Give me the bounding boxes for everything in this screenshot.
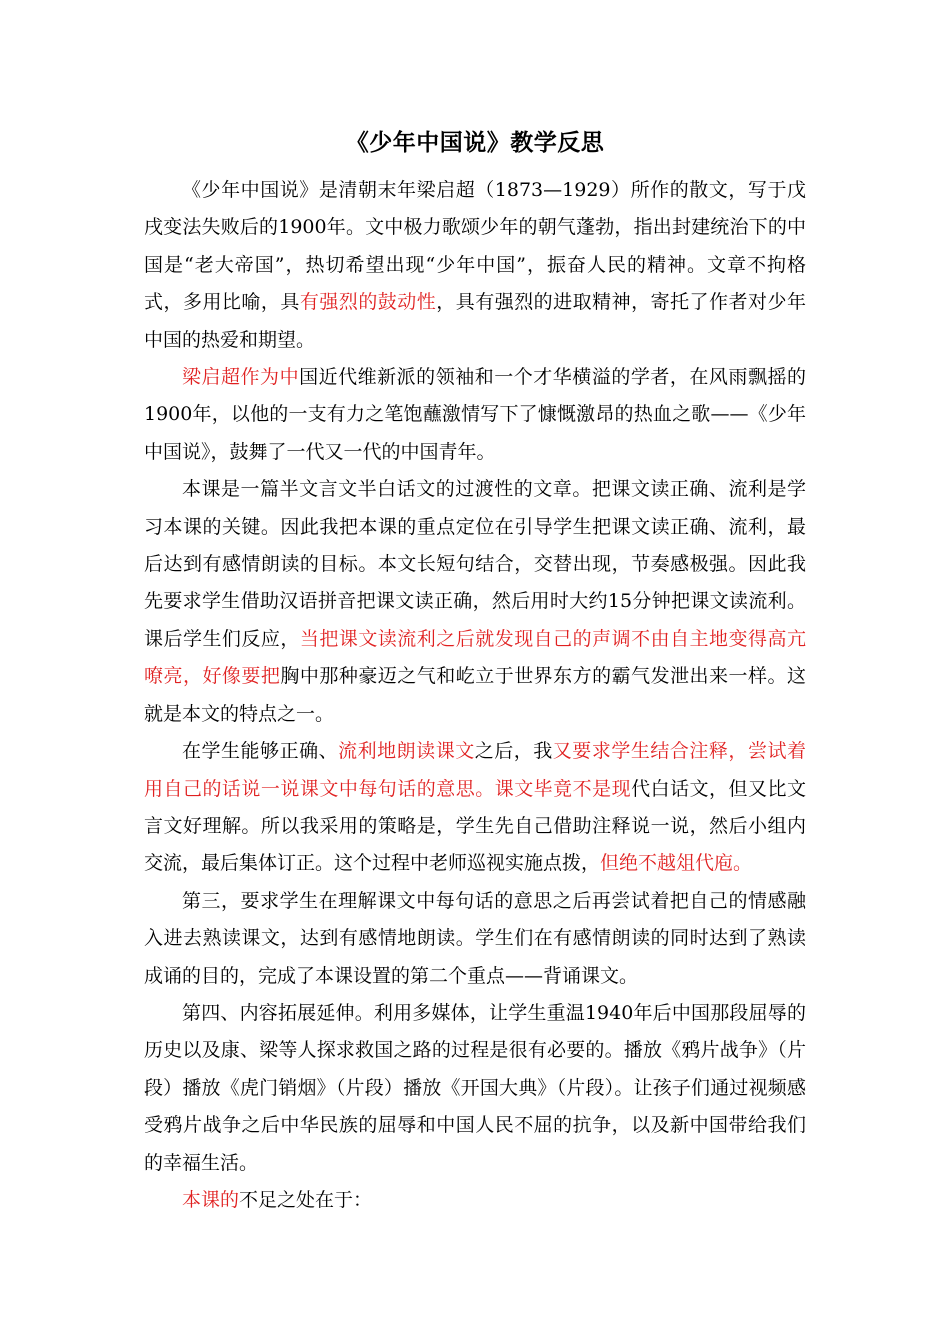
- text-segment: 第三，要求学生在理解课文中每句话的意思之后再尝试着把自己的情感融入进去熟读课文，达到有感情地朗读。学生们在有感情朗读的同时达到了熟读成诵的目的，完成了本课设置的第二个重点——背诵课文。: [144, 889, 806, 987]
- paragraph: [144, 995, 806, 1182]
- paragraph: [144, 471, 806, 733]
- text-segment: 代白话文，但又比文言文好理解。所以我采用的策略是，学生先自己借助注释说一说，然后小组内交流，最后集体订正。这个过程中老师巡视实施点拨，: [144, 777, 806, 875]
- highlighted-text: 当把课文读流利之后就发现自己的声调不由自主地变得高亢嘹亮，好像要把: [144, 627, 806, 688]
- paragraph: [144, 733, 806, 883]
- text-segment: 本课是一篇半文言文半白话文的过渡性的文章。把课文读正确、流利是学习本课的关键。因此我把本课的重点定位在引导学生把课文读正确、流利，最后达到有感情朗读的目标。本文长短句结合，交替出现，节奏感极强。因此我先要求学生借助汉语拼音把课文读正确，然后用时大约15分钟把课文读流利。课后学生们反应，: [144, 478, 806, 650]
- highlighted-text: 流利地朗读课文: [338, 740, 475, 763]
- highlighted-text: 又要求学生结合注释，尝试着用自己的话说一说课文中每句话的意思。课文毕竟不是现: [144, 740, 806, 800]
- document-title: 《少年中国说》教学反思: [345, 130, 605, 156]
- text-segment: ，具有强烈的进取精神，寄托了作者对少年中国的热爱和期望。: [144, 291, 806, 351]
- text-segment: 第四、内容拓展延伸。利用多媒体，让学生重温1940年后中国那段屈辱的历史以及康、梁等人探求救国之路的过程是很有必要的。播放《鸦片战争》（片段）播放《虎门销烟》（片段）播放《开国大典》（片段）。让孩子们通过视频感受鸦片战争之后中华民族的屈辱和中国人民不屈的抗争，以及新中国带给我们的幸福生活。: [144, 1001, 806, 1174]
- highlighted-text: 但绝不越俎代庖。: [600, 852, 753, 875]
- text-segment: 《少年中国说》是清朝末年梁启超（1873—1929）所作的散文，写于戊戌变法失败后的1900年。文中极力歌颂少年的朝气蓬勃，指出封建统治下的中国是“老大帝国”，热切希望出现“少年中国”，振奋人民的精神。文章不拘格式，多用比喻，具: [144, 179, 806, 314]
- text-segment: 不足之处在于：: [239, 1188, 373, 1211]
- paragraph: [144, 359, 806, 471]
- paragraph: [144, 172, 806, 359]
- text-segment: 国近代维新派的领袖和一个才华横溢的学者，在风雨飘摇的1900年，以他的一支有力之笔饱蘸激情写下了慷慨激昂的热血之歌——《少年中国说》，鼓舞了一代又一代的中国青年。: [144, 366, 806, 463]
- document-body: [144, 172, 806, 1219]
- paragraph: [144, 1182, 806, 1219]
- paragraph: [144, 883, 806, 995]
- highlighted-text: 有强烈的鼓动性: [299, 291, 437, 314]
- highlighted-text: 梁启超作为中: [182, 366, 300, 389]
- highlighted-text: 本课的: [182, 1188, 240, 1211]
- text-segment: 之后，我: [474, 740, 553, 763]
- text-segment: 胸中那种豪迈之气和屹立于世界东方的霸气发泄出来一样。这就是本文的特点之一。: [144, 665, 806, 725]
- text-segment: 在学生能够正确、: [182, 740, 339, 763]
